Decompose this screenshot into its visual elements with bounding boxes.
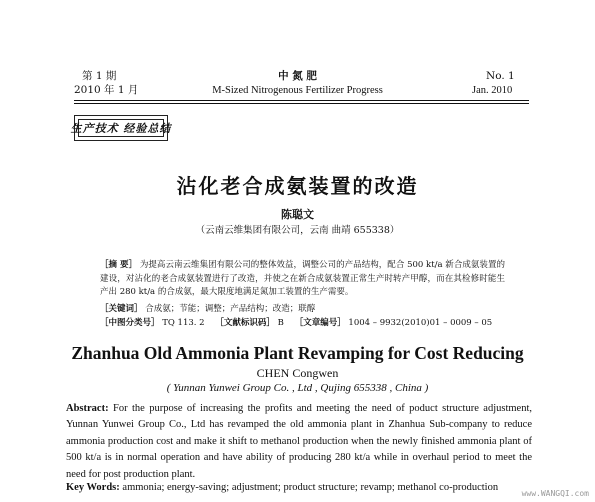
abstract-en-text: For the purpose of increasing the profits and meeting the need of poduct structure adjustment, Yunnan Yunwei Group Co., Ltd has revamped the old ammonia plant in Zhanhua Sub-company to reduce ammonia production cost and make it shift to methanol production when the newly finished ammonia plant of 500 kt/a is in normal operation and have ability of producing 280 kt/a while in overhaul period to meet the need for post production plant.	[66, 403, 533, 480]
keywords-en-label: Key Words	[66, 482, 117, 493]
section-label: 生产技术 经验总结	[78, 119, 164, 137]
journal-name-en: M-Sized Nitrogenous Fertilizer Progress	[212, 85, 383, 96]
section-label-box	[70, 115, 172, 141]
article-number-value: 1004 – 9932(2010)01 – 0009 – 05	[348, 318, 493, 328]
author-name-en: CHEN Congwen	[256, 366, 339, 380]
author-affiliation-cn: （云南云维集团有限公司，云南 曲靖 655338）	[195, 225, 400, 236]
classification-line	[100, 316, 492, 328]
issue-date-en: Jan. 2010	[472, 85, 513, 96]
site-watermark: www.WANGQI.com	[521, 489, 589, 498]
header-rule-thin	[74, 103, 529, 104]
abstract-en: Abstract: For the purpose of increasing the profits and meeting the need of poduct structure adjustment, Yunnan Yunwei Group Co., Ltd has revamped the old ammonia plant in Zhanhua Sub-company to reduce ammonia production cost and make it shift to methanol production when the newly finished ammonia plant of 500 kt/a is in normal operation and have ability of producing 280 kt/a while in overhaul period to meet the need for post production plant.	[66, 403, 533, 480]
article-title-en: Zhanhua Old Ammonia Plant Revamping for Cost Reducing	[71, 343, 524, 363]
keywords-cn	[100, 302, 315, 314]
clc-value: TQ 113. 2	[162, 318, 205, 328]
journal-name-cn: 中 氮 肥	[278, 70, 317, 82]
header-rule-thick	[74, 100, 529, 101]
abstract-en-label: Abstract	[66, 403, 106, 414]
keywords-cn-text: 合成氨；节能；调整；产品结构；改造；联醇	[145, 304, 316, 314]
abstract-cn-text: 为提高云南云维集团有限公司的整体效益，调整公司的产品结构，配合 500 kt/a 新合成氨装置的建设，对沾化的老合成氨装置进行了改造，并使之在新合成氨装置正常生产时转产甲醇，而在其检修时能生产出 280 kt/a 的合成氨，最大限度地满足氮加工装置的生产需要。	[100, 260, 505, 297]
keywords-en-text: ammonia; energy-saving; adjustment; product structure; revamp; methanol co-production	[122, 482, 499, 493]
issue-number-en: No. 1	[486, 70, 515, 82]
article-title-cn: 沾化老合成氨装置的改造	[176, 174, 419, 198]
keywords-en: Key Words: ammonia; energy-saving; adjustment; product structure; revamp; methanol co-production	[66, 482, 499, 493]
doc-code-value: B	[277, 318, 284, 328]
issue-number-cn: 第 1 期	[82, 70, 117, 82]
issue-date-cn: 2010 年 1 月	[74, 84, 139, 96]
doc-code-label: ［文献标识码］	[215, 318, 275, 328]
author-name-cn: 陈聪文	[281, 208, 314, 221]
abstract-cn-label: ［摘 要］	[100, 260, 138, 270]
clc-label: ［中图分类号］	[100, 318, 160, 328]
author-affiliation-en: ( Yunnan Yunwei Group Co. , Ltd , Qujing 655338 , China )	[166, 382, 429, 394]
abstract-cn	[100, 259, 505, 300]
article-number-label: ［文章编号］	[294, 318, 346, 328]
keywords-cn-label: ［关键词］	[100, 304, 143, 314]
